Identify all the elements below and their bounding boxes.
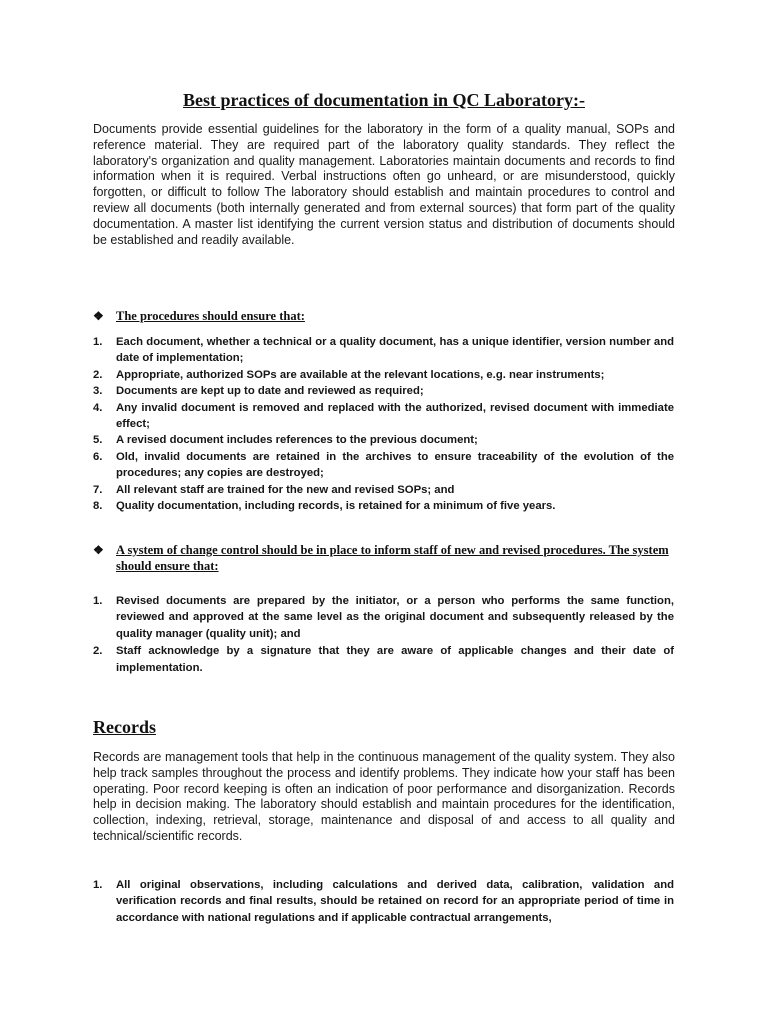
records-list [93, 877, 674, 926]
list-item: 6. Old, invalid documents are retained in the archives to ensure traceability of the evolution of the procedures; any copies are destroyed; [93, 450, 674, 480]
procedures-heading [93, 308, 683, 324]
document-title: Best practices of documentation in QC Laboratory:- [183, 90, 585, 110]
list-item: 1. Each document, whether a technical or a quality document, has a unique identifier, version number and date of implementation; [93, 336, 674, 365]
list-item: 2. Appropriate, authorized SOPs are available at the relevant locations, e.g. near instruments; [93, 368, 605, 381]
list-item: 5. A revised document includes references to the previous document; [93, 434, 478, 447]
change-control-heading-text: A system of change control should be in place to inform staff of new and revised procedures. The system should ensure that: [116, 543, 669, 573]
list-item: 3. Documents are kept up to date and reviewed as required; [93, 385, 424, 398]
records-heading: Records [93, 717, 156, 737]
list-item: 1. Revised documents are prepared by the initiator, or a person who performs the same function, reviewed and approved at the same level as the original document and subsequently released by the quality manager (quality unit); and [93, 595, 674, 640]
list-item: 1. All original observations, including calculations and derived data, calibration, validation and verification records and final results, should be retained on record for an appropriate period of time in accordance with national regulations and if applicable contractual arrangements, [93, 879, 674, 924]
list-item: 8. Quality documentation, including records, is retained for a minimum of five years. [93, 500, 556, 513]
diamond-bullet-icon: ❖ [93, 309, 104, 323]
list-item: 7. All relevant staff are trained for the new and revised SOPs; and [93, 483, 455, 496]
change-control-list [93, 593, 674, 677]
intro-paragraph: Documents provide essential guidelines for the laboratory in the form of a quality manual, SOPs and reference material. They are required part of the laboratory quality standards. They reflect the laboratory's organization and quality management. Laboratories maintain documents and records to find information when it is required. Verbal instructions often go unheard, or are misunderstood, quickly forgotten, or difficult to follow The laboratory should establish and maintain procedures to control and review all documents (both internally generated and from external sources) that form part of the quality documentation. A master list identifying the current version status and distribution of documents should be established and readily available. [93, 122, 675, 247]
list-item: 2. Staff acknowledge by a signature that they are aware of applicable changes and their date of implementation. [93, 645, 674, 674]
procedures-list [93, 334, 674, 514]
diamond-bullet-icon: ❖ [93, 543, 104, 557]
procedures-heading-text: The procedures should ensure that: [116, 309, 305, 323]
change-control-heading [93, 542, 683, 574]
list-item: 4. Any invalid document is removed and replaced with the authorized, revised document with immediate effect; [93, 401, 674, 431]
records-paragraph: Records are management tools that help in the continuous management of the quality system. They also help track samples throughout the process and identify problems. They indicate how your staff has been operating. Poor record keeping is often an indication of poor performance and disorganization. Records help in decision making. The laboratory should establish and maintain procedures for the identification, collection, indexing, retrieval, storage, maintenance and disposal of and access to all quality and technical/scientific records. [93, 750, 675, 843]
